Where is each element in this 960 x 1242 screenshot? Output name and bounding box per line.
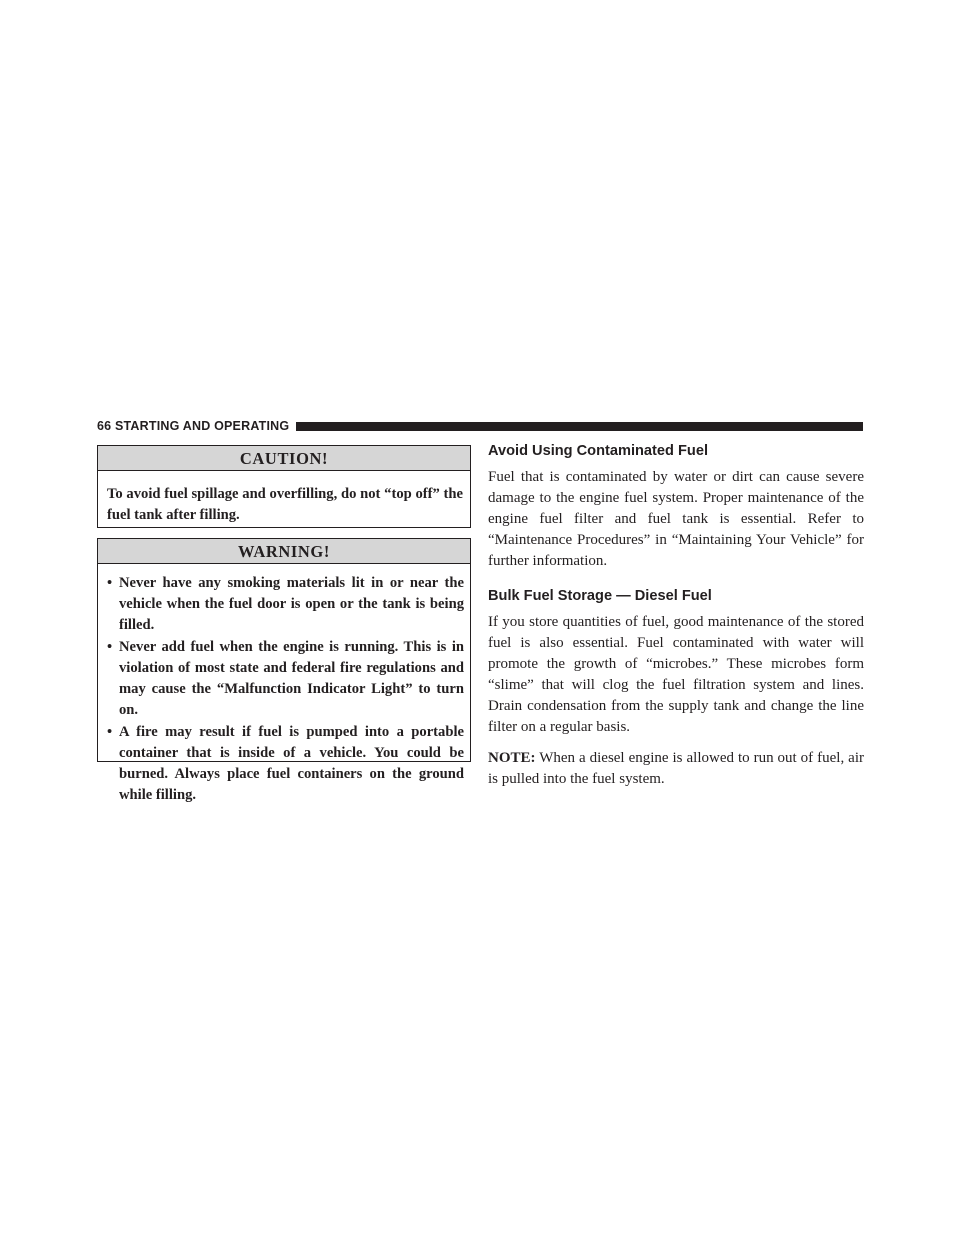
contaminated-fuel-paragraph: Fuel that is contaminated by water or dirt can cause severe damage to the engine fuel system. Proper maintenance of the engine fuel filter and fuel tank is essential. Refer to “Maintenance Procedures” in “Maintaining Your Vehicle” for further information. (488, 469, 864, 569)
note-text: When a diesel engine is allowed to run out of fuel, air is pulled into the fuel system. (488, 750, 864, 787)
caution-title: CAUTION! (98, 446, 470, 471)
note-label: NOTE: (488, 750, 536, 766)
section-heading-contaminated-fuel: Avoid Using Contaminated Fuel (488, 443, 708, 459)
right-column (488, 443, 864, 800)
caution-text: To avoid fuel spillage and overfilling, do not “top off” the fuel tank after filling. (107, 486, 463, 523)
warning-item (107, 573, 464, 636)
warning-item-text: Never have any smoking materials lit in or near the vehicle when the fuel door is open or the tank is being filled. (119, 575, 464, 633)
section-heading-bulk-storage: Bulk Fuel Storage — Diesel Fuel (488, 588, 712, 604)
warning-list (98, 564, 470, 806)
page-header (97, 419, 863, 433)
warning-item (107, 637, 464, 721)
warning-item-text: Never add fuel when the engine is running. This is in violation of most state and federal fire regulations and may cause the “Malfunction Indicator Light” to turn on. (119, 639, 464, 718)
note-paragraph (488, 748, 864, 790)
page-section-label: 66 STARTING AND OPERATING (97, 419, 290, 433)
warning-item-text: A fire may result if fuel is pumped into a portable container that is inside of a vehicle. You could be burned. Always place fuel containers on the ground while filling. (119, 724, 464, 803)
header-rule (296, 422, 863, 431)
warning-title: WARNING! (98, 539, 470, 564)
bullet-icon: • (107, 639, 113, 655)
warning-item (107, 722, 464, 806)
bullet-icon: • (107, 575, 113, 591)
warning-box (97, 538, 471, 803)
caution-box (97, 445, 471, 528)
bullet-icon: • (107, 724, 113, 740)
bulk-storage-paragraph: If you store quantities of fuel, good maintenance of the stored fuel is also essential. Fuel contaminated with water will promote the growth of “microbes.” These microbes form “slime” that will clog the fuel filtration system and lines. Drain condensation from the supply tank and change the line filter on a regular basis. (488, 614, 864, 735)
